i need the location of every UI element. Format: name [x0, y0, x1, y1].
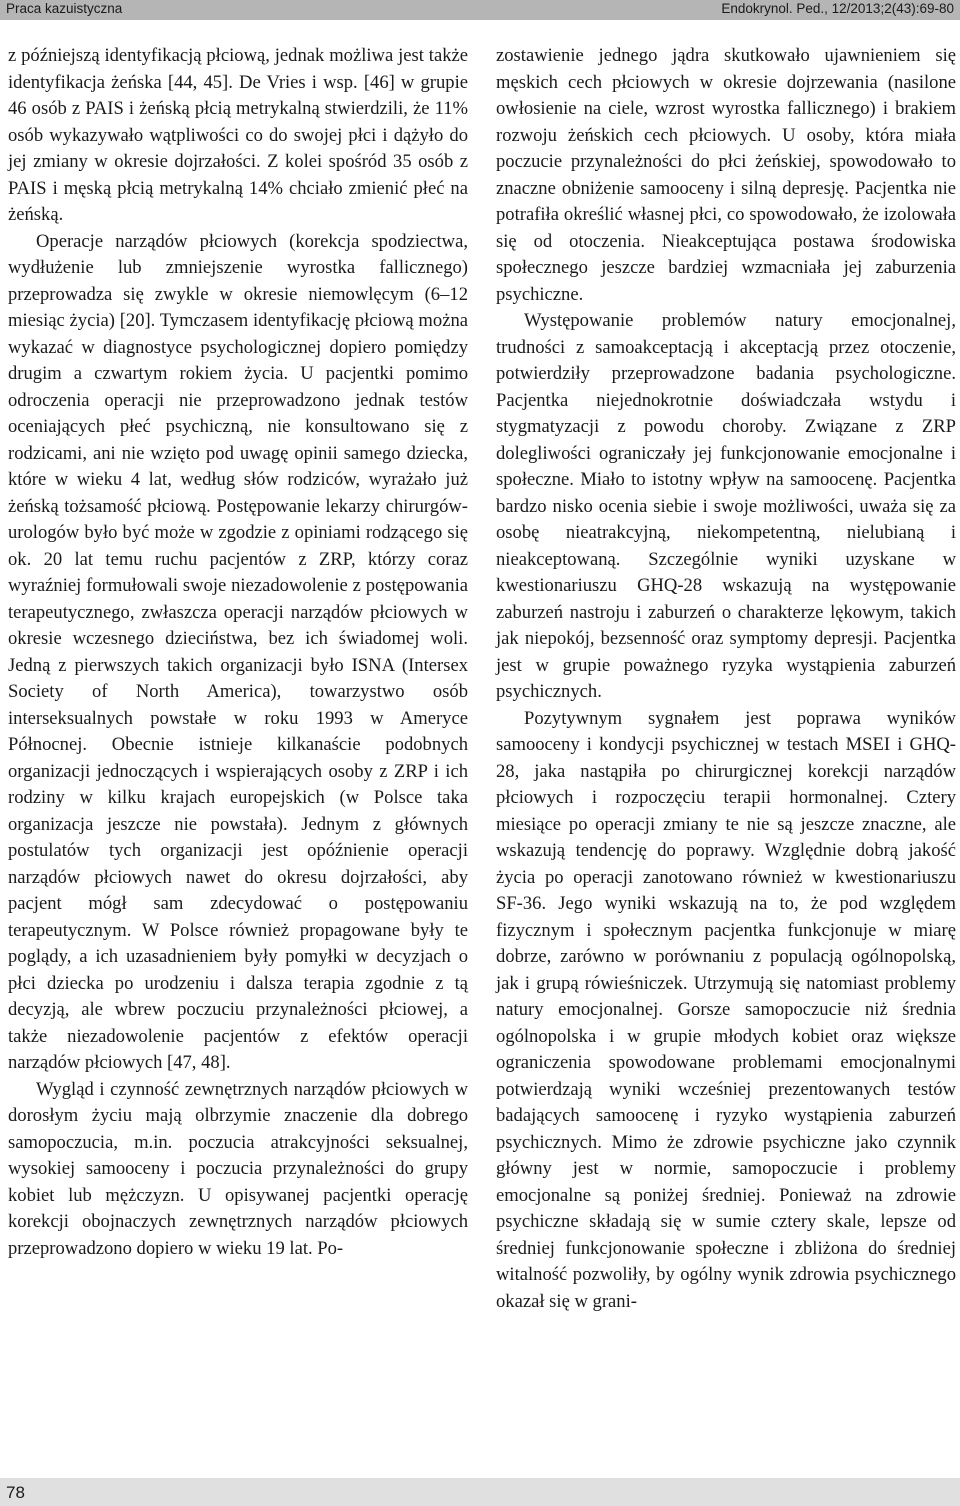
footer-bar — [0, 1478, 960, 1506]
journal-citation: Endokrynol. Ped., 12/2013;2(43):69-80 — [721, 1, 954, 16]
paragraph: z późniejszą identyfikacją płciową, jednak możliwa jest także identyfikacja żeńska [44, 45]. De Vries i wsp. [46] w grupie 46 osób z PAIS i żeńską płcią metrykalną stwierdzili, że 11% osób wykazywało wątpliwości co do swojej płci i dążyło do jej zmiany w okresie dojrzałości. Z kolei spośród 35 osób z PAIS i męską płcią metrykalną 14% chciało zmienić płeć na żeńską. — [8, 45, 468, 225]
page-number: 78 — [6, 1483, 25, 1502]
paragraph: Wygląd i czynność zewnętrznych narządów płciowych w dorosłym życiu mają olbrzymie znaczenie dla dobrego samopoczucia, m.in. poczucia atrakcyjności seksualnej, wysokiej samooceny i poczucia przynależności do grupy kobiet lub mężczyzn. U opisywanej pacjentki operację korekcji obojnaczych zewnętrznych narządów płciowych przeprowadzono dopiero w wieku 19 lat. Po- — [8, 1078, 468, 1259]
paragraph: Operacje narządów płciowych (korekcja spodziectwa, wydłużenie lub zmniejszenie wyrostka fallicznego) przeprowadza się zwykle w okresie niemowlęcym (6–12 miesiąc życia) [20]. Tymczasem identyfikację płciową można wykazać w diagnostyce psychologicznej dopiero pomiędzy drugim a czwartym rokiem życia. U pacjentki pomimo odroczenia operacji nie przeprowadzono jednak testów oceniających płeć psychiczną, nie konsultowano się z rodzicami, ani nie wzięto pod uwagę opinii samego dziecka, które w wieku 4 lat, według słów rodziców, wyrażało już żeńską tożsamość płciową. Postępowanie lekarzy chirurgów-urologów było być może w zgodzie z opiniami rodzącego się ok. 20 lat temu ruchu pacjentów z ZRP, którzy coraz wyraźniej formułowali swoje niezadowolenie z postępowania terapeutycznego, zwłaszcza operacji narządów płciowych w okresie wczesnego dzieciństwa, bez ich świadomej woli. Jedną z pierwszych takich organizacji było ISNA (Intersex Society of North America), towarzystwo osób interseksualnych powstałe w roku 1993 w Ameryce Północnej. Obecnie istnieje kilkanaście podobnych organizacji jednoczących i wspierających osoby z ZRP i ich rodziny w kilku krajach europejskich (w Polsce taka organizacja jeszcze nie powstała). Jednym z głównych postulatów tych organizacji jest opóźnienie operacji narządów płciowych nawet do okresu dojrzałości, aby pacjent mógł sam zdecydować o postępowaniu terapeutycznym. W Polsce również propagowane były te poglądy, a ich uzasadnieniem były pomyłki w decyzjach o płci dziecka po urodzeniu i dalsza terapia zgodnie z tą decyzją, ale wbrew poczuciu przynależności płciowej, a także niezadowolenie pacjentów z efektów operacji narządów płciowych [47, 48]. — [8, 230, 468, 1073]
section-label: Praca kazuistyczna — [6, 1, 123, 16]
paragraph: zostawienie jednego jądra skutkowało ujawnieniem się męskich cech płciowych w okresie dojrzewania (nasilone owłosienie na ciele, wzrost wyrostka fallicznego) i brakiem rozwoju żeńskich cech płciowych. U osoby, która miała poczucie przynależności do płci żeńskiej, spowodowało to znaczne obniżenie samooceny i silną depresję. Pacjentka nie potrafiła określić własnej płci, co spowodowało, że izolowała się od otoczenia. Nieakceptująca postawa środowiska społecznego jeszcze bardziej wzmacniała jej zaburzenia psychiczne. — [496, 45, 956, 305]
left-column — [8, 43, 468, 1262]
paragraph: Występowanie problemów natury emocjonalnej, trudności z samoakceptacją i akceptacją przez otoczenie, potwierdziły przeprowadzone badania psychologiczne. Pacjentka niejednokrotnie doświadczała wstydu i stygmatyzacji z powodu choroby. Związane z ZRP dolegliwości ograniczały jej funkcjonowanie emocjonalne i społeczne. Miało to istotny wpływ na samoocenę. Pacjentka bardzo nisko ocenia siebie i swoje możliwości, uważa się za osobę nieatrakcyjną, niekompetentną, nielubianą i nieakceptowaną. Szczególnie wyniki uzyskane w kwestionariuszu GHQ-28 wskazują na występowanie zaburzeń nastroju i zaburzeń o charakterze lękowym, takich jak niepokój, bezsenność oraz symptomy depresji. Pacjentka jest w grupie poważnego ryzyka wystąpienia zaburzeń psychicznych. — [496, 310, 956, 702]
paragraph: Pozytywnym sygnałem jest poprawa wyników samooceny i kondycji psychicznej w testach MSEI i GHQ-28, jaka nastąpiła po chirurgicznej korekcji narządów płciowych i rozpoczęciu terapii hormonalnej. Cztery miesiące po operacji zmiany te nie są jeszcze znaczne, ale wskazują tendencję do poprawy. Względnie dobrą jakość życia po operacji zanotowano również w kwestionariuszu SF-36. Jego wyniki wskazują na to, że pod względem fizycznym i społecznym pacjentka funkcjonuje w miarę dobrze, zarówno w porównaniu z populacją ogólnopolską, jak i grupą rówieśniczek. Utrzymują się natomiast problemy natury emocjonalnej. Gorsze samopoczucie niż średnia ogólnopolska i w grupie młodych kobiet oraz większe ograniczenia spowodowane problemami emocjonalnymi potwierdzają wyniki wcześniej prezentowanych testów badających samoocenę i ryzyko wystąpienia zaburzeń psychicznych. Mimo że zdrowie psychiczne jako czynnik główny jest w normie, samopoczucie i problemy emocjonalne są poniżej średniej. Ponieważ na zdrowie psychiczne składają się w sumie cztery skale, lepsze od średniej funkcjonowanie społeczne i zbliżona do średniej witalność pozwoliły, by ogólny wynik zdrowia psychicznego okazał się w grani- — [496, 707, 956, 1312]
right-column — [496, 43, 956, 1315]
running-header — [0, 0, 960, 20]
